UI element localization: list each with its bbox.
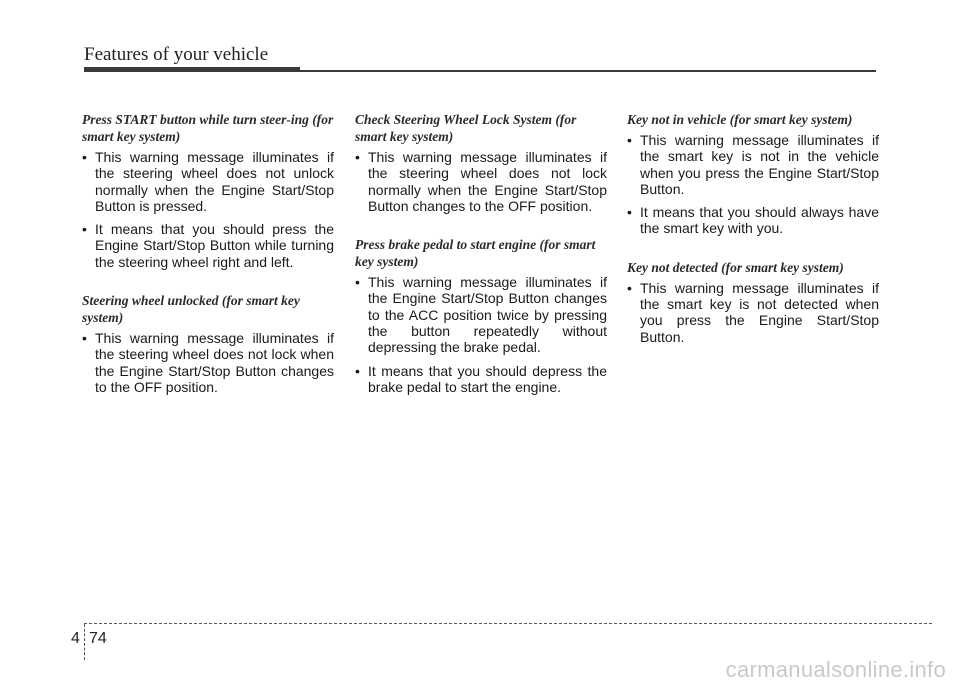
header-rule [300,70,876,72]
bullet-item: • This warning message illuminates if the steering wheel does not lock normally when the Engine Start/Stop Button changes to the OFF position. [355,149,607,214]
bullet-list [627,132,879,237]
section-steering-wheel-unlocked [82,292,334,395]
section-title: Press START button while turn steer-ing (for smart key system) [82,112,334,144]
section-press-brake-pedal [355,236,607,395]
bullet-item: • It means that you should always have the smart key with you. [627,204,879,237]
section-title: Steering wheel unlocked (for smart key system) [82,293,300,326]
watermark-text: carmanualsonline.info [725,657,946,682]
content-column-1 [82,111,334,417]
bullet-list [627,280,879,345]
bullet-item: • This warning message illuminates if the smart key is not detected when you press the Engine Start/Stop Button. [627,280,879,345]
bullet-item: • This warning message illuminates if the steering wheel does not lock when the Engine Start/Stop Button changes to the OFF position. [82,330,334,395]
page-number-divider [84,624,85,660]
section-key-not-detected [627,259,879,345]
section-title: Key not detected (for smart key system) [627,259,844,275]
section-title: Press brake pedal to start engine (for smart key system) [355,237,596,270]
bullet-list [355,149,607,214]
section-title: Check Steering Wheel Lock System (for smart key system) [355,112,577,144]
page-number: 74 [89,630,107,647]
section-check-steering-wheel-lock [355,111,607,214]
bullet-item: • It means that you should press the Engine Start/Stop Button while turning the steering wheel right and left. [82,221,334,270]
section-press-start-button [82,111,334,270]
page-header-title: Features of your vehicle [84,44,269,65]
content-column-3 [627,111,879,367]
section-title: Key not in vehicle (for smart key system) [627,112,853,127]
section-key-not-in-vehicle [627,111,879,237]
content-column-2 [355,111,607,417]
bullet-list [82,149,334,270]
chapter-number: 4 [71,630,80,647]
bullet-item: • This warning message illuminates if the Engine Start/Stop Button changes to the ACC position twice by pressing the button repeatedly without depressing the brake pedal. [355,274,607,355]
bullet-list [355,274,607,395]
bullet-item: • It means that you should depress the brake pedal to start the engine. [355,363,607,396]
bullet-item: • This warning message illuminates if the smart key is not in the vehicle when you press the Engine Start/Stop Button. [627,132,879,197]
bullet-item: • This warning message illuminates if the steering wheel does not unlock normally when the Engine Start/Stop Button is pressed. [82,149,334,214]
header-accent-bar [84,67,300,72]
footer-rule [84,623,932,624]
bullet-list [82,330,334,395]
